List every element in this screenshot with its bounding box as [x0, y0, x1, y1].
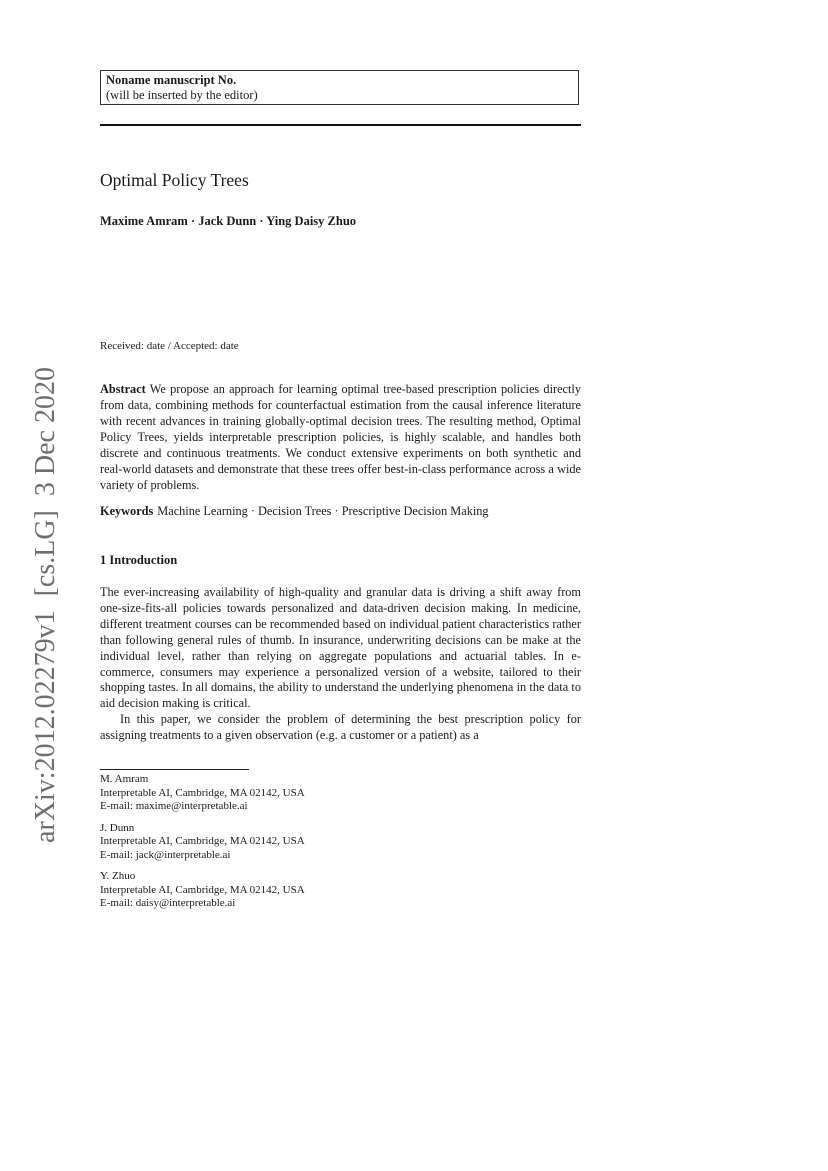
keywords-text: Machine Learning · Decision Trees · Prescriptive Decision Making	[157, 504, 489, 518]
affiliation-name: J. Dunn	[100, 821, 135, 834]
section-body	[100, 585, 581, 744]
affiliation-address: Interpretable AI, Cambridge, MA 02142, USA	[100, 786, 305, 799]
affiliation-zhuo	[100, 870, 500, 911]
paragraph: In this paper, we consider the problem of determining the best prescription policy for assigning treatments to a given observation (e.g. a customer or a patient) as a	[100, 712, 581, 743]
affiliation-address: Interpretable AI, Cambridge, MA 02142, USA	[100, 835, 305, 847]
footnote-rule	[100, 769, 249, 770]
paper-title: Optimal Policy Trees	[100, 170, 249, 190]
author-list: Maxime Amram · Jack Dunn · Ying Daisy Zhuo	[100, 214, 357, 228]
received-date: Received: date / Accepted: date	[100, 340, 239, 352]
keywords-label: Keywords	[100, 504, 154, 518]
affiliations	[100, 773, 500, 919]
affiliation-dunn	[100, 822, 500, 863]
affiliation-name: M. Amram	[100, 773, 149, 785]
section-heading: 1 Introduction	[100, 553, 178, 567]
editor-box	[100, 70, 579, 105]
affiliation-address: Interpretable AI, Cambridge, MA 02142, USA	[100, 883, 305, 896]
arxiv-stamp: arXiv:2012.02279v1 [cs.LG] 3 Dec 2020	[30, 367, 61, 843]
manuscript-number: Noname manuscript No.	[106, 73, 237, 87]
abstract-text: We propose an approach for learning optimal tree-based prescription policies directly from data, combining methods for counterfactual estimation from the causal inference literature with recent advances in training globally-optimal decision trees. The resulting method, Optimal Policy Trees, yields interpretable prescription policies, is highly scalable, and handles both discrete and continuous treatments. We conduct extensive experiments on both synthetic and real-world datasets and demonstrate that these trees offer best-in-class performance across a wide variety of problems.	[100, 382, 581, 492]
paragraph: The ever-increasing availability of high-quality and granular data is driving a shift away from one-size-fits-all policies towards personalized and data-driven decision making. In medicine, different treatment courses can be recommended based on individual patient characteristics rather than following general rules of thumb. In insurance, underwriting decisions can be make at the individual level, rather than relying on aggregate populations and actuarial tables. In e-commerce, consumers may experience a personalized version of a website, tailored to their shopping tastes. In all domains, the ability to understand the underlying phenomena in the data to aid decision making is critical.	[100, 585, 581, 711]
abstract	[100, 381, 581, 493]
affiliation-email: E-mail: maxime@interpretable.ai	[100, 800, 248, 812]
affiliation-email: E-mail: daisy@interpretable.ai	[100, 897, 236, 909]
header-rule	[100, 124, 581, 126]
abstract-label: Abstract	[100, 382, 146, 396]
editor-note: (will be inserted by the editor)	[106, 88, 258, 102]
affiliation-name: Y. Zhuo	[100, 870, 136, 882]
affiliation-email: E-mail: jack@interpretable.ai	[100, 848, 231, 861]
keywords	[100, 503, 581, 519]
affiliation-amram	[100, 773, 500, 814]
